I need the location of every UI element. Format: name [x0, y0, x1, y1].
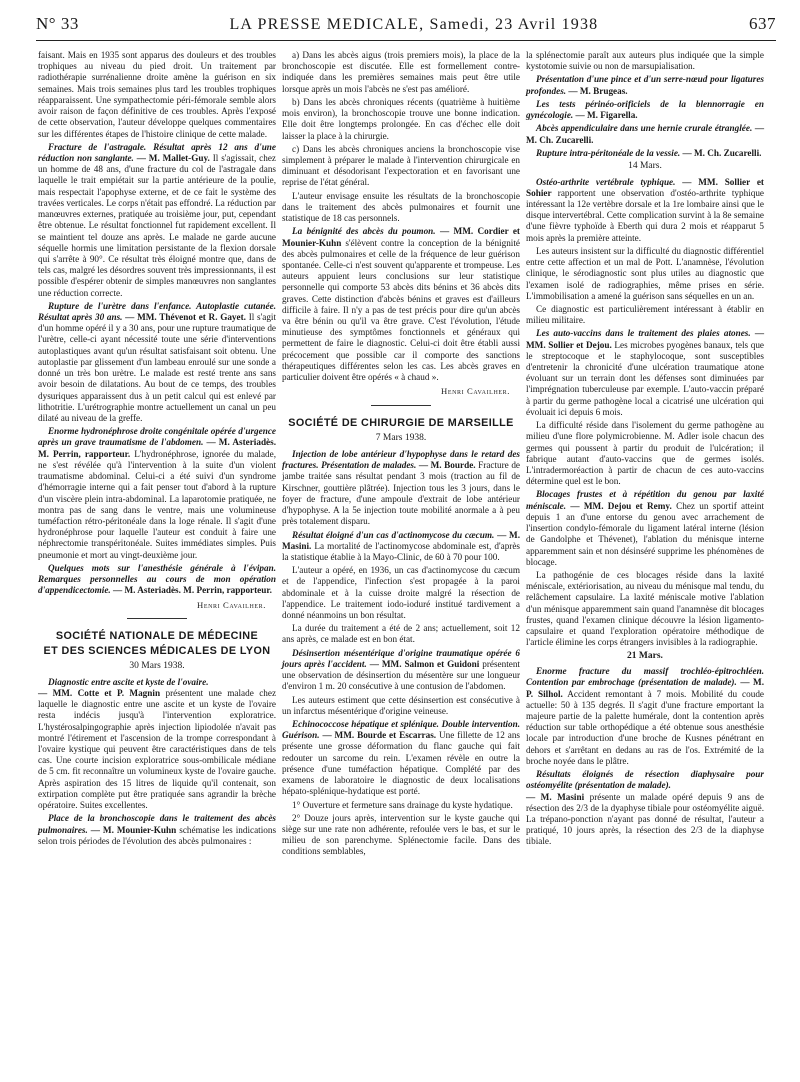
article-body: L'hydronéphrose, ignorée du malade, ne s'est révélée qu'à l'intervention à la suite d'un violent traumatisme abdominal. Celui-ci a été suivi d'un syndrome d'hémorragie interne qui a fait penser tout d'abord à la rupture d'un viscère plein intra-abdominal. La laparotomie pratiquée, ne montra pas de sang dans le ventre, mais une volumineuse tuméfaction rétro-péritonéale dans la loge rénale. Il s'agit d'une hydronéphrose pour laquelle l'auteur est conduit à faire une néphrectomie transpéritonéale. Suites immédiates simples. Puis pneumonie et mort au vingt-deuxième jour.	[38, 448, 276, 560]
article-title: Diagnostic entre ascite et kyste de l'ovaire.	[48, 676, 209, 687]
article-entry	[526, 666, 764, 767]
article-title: Quelques mots sur l'anesthésie générale à l'évipan. Remarques personnelles au cours de mon opération d'appendicectomie.	[38, 562, 276, 596]
article-title: Résultats éloignés de résection diaphysaire pour ostéomyélite (présentation de malade).	[526, 769, 764, 791]
article-author: — M. Brugeas.	[568, 85, 628, 96]
article-body: rapportent une observation d'ostéo-arthrite typhique intéressant la 12e vertèbre dorsale et la 1re lombaire ainsi que le disque intervertébral. Cette complication survint à la 8e semaine d'une fièvre typhoïde à Eberth qui dura 2 mois et réapparut 5 mois après la première atteinte.	[526, 187, 765, 243]
paragraph: a) Dans les abcès aigus (trois premiers mois), la place de la bronchoscopie est discutée. Elle est formellement contre-indiquée dans les premières semaines mais peut être utile lorsque après un mois l'abcès ne s'est pas amélioré.	[282, 50, 520, 94]
article-entry	[526, 74, 764, 96]
divider	[127, 618, 187, 619]
article-author: — M. Bourde.	[418, 460, 476, 471]
article-title: Résultat éloigné d'un cas d'actinomycose du cæcum.	[292, 529, 495, 540]
article-entry	[38, 563, 276, 597]
section-date: 21 Mars.	[627, 650, 663, 661]
paragraph: La pathogénie de ces blocages réside dans la laxité méniscale, extériorisation, au niveau du ménisque mal tendu, du relâchement capsulaire. La laxité méniscale motive l'ablation d'un ménisque apparemment sain quand l'anamnèse dit blocages frustes, quand l'examen clinique découvre la lésion ligamento-capsulaire et quand l'exploration opératoire méthodique de l'article élimine les corps étrangers invisibles à la radiographie.	[526, 569, 764, 648]
paragraph: 2° Douze jours après, intervention sur le kyste gauche qui siège sur une rate non adhérente, refoulée vers le bas, et sur le milieu de son parenchyme. Splénectomie facile. Dans des conditions semblables,	[282, 812, 520, 857]
article-author: — MM. Sollier et Dejou.	[526, 328, 765, 350]
article-body: s'élèvent contre la conception de la bénignité des abcès pulmonaires et celle de la fréquence de leur guérison spontanée. Celle-ci n'est souvent qu'apparente et trompeuse. Les auteurs appuient leurs conclusions sur leur statistique personnelle qui comporte 53 abcès dits bénins et 36 abcès dits graves. Cette distinction d'abcès bénins et graves est d'ailleurs difficile à faire. Il n'y a pas de test précis pour dire qu'un abcès va être bénin ou qu'il va être grave. C'est l'évolution, l'étude minutieuse des symptômes fonctionnels et généraux qui permettent de faire le diagnostic. Celui-ci doit être établi aussi précocement que possible car il comporte des sanctions thérapeutiques différentes selon les cas. Les abcès graves en particulier doivent être opérés « à chaud ».	[282, 237, 520, 383]
paragraph: L'auteur envisage ensuite les résultats de la bronchoscopie dans le traitement des abcès pulmonaires et fournit une statistique de 18 cas personnels.	[282, 190, 520, 224]
article-body: Les microbes pyogènes banaux, tels que le streptocoque et le staphylocoque, sont susceptibles d'entretenir la chronicité d'une ulcération traumatique atone évoluant sur un terrain dont les défenses sont diminuées par l'imprégnation tuberculeuse par exemple. L'auto-vaccin préparé à partir du germe pathogène local a cicatrisé une ulcération qui évoluait ici depuis 6 mois.	[526, 339, 764, 417]
article-title: Blocages frustes et à répétition du genou par laxité méniscale.	[526, 489, 764, 511]
article-body: schématise les indications selon trois périodes de l'évolution des abcès pulmonaires :	[38, 824, 277, 846]
section-date: 7 Mars 1938.	[375, 433, 427, 444]
article-entry	[526, 99, 764, 121]
article-body: présente un malade opéré depuis 9 ans de résection des 2/3 de la dyaphyse tibiale pour ostéomyélite aiguë. La trépano-ponction n'ayant pas donné de résultat, l'auteur a pratiqué, 10 jours après, la résection des 2/3 de la diaphyse tibiale.	[526, 791, 765, 847]
article-author: — M. P. Silhol.	[526, 677, 765, 699]
paragraph: Les auteurs insistent sur la difficulté du diagnostic différentiel entre cette affection et un mal de Pott. L'anamnèse, l'évolution clinique, le sérodiagnostic sont plus utiles au diagnostic que l'examen isolé de radiographies, même prises en série. L'immobilisation a amené la guérison sans séquelles en un an.	[526, 245, 764, 301]
section-title-line-1: SOCIÉTÉ NATIONALE DE MÉDECINE	[55, 629, 259, 642]
divider	[371, 405, 431, 406]
article-entry	[282, 449, 520, 528]
article-entry	[38, 813, 276, 847]
article-author: — M. Asteriadès. M. Perrin, rapporteur.	[113, 585, 272, 596]
article-body: présentent une observation de désinsertion du mésentère sur une longueur d'environ 1 m. 20 consécutive à une contusion de l'abdomen.	[282, 658, 520, 692]
article-entry	[282, 530, 520, 564]
paragraph: faisant. Mais en 1935 sont apparus des douleurs et des troubles trophiques au niveau du pied droit. Un traitement par radiothérapie surrénalienne droite amène la guérison en six semaines. Mais trois semaines plus tard les troubles trophiques réapparaissent. Une sympathectomie péri-fémorale semble alors avoir raison de façon définitive de ces troubles. Après l'exposé de cette observation, l'auteur développe quelques commentaires sur les différentes étapes de l'histoire clinique de cette malade.	[38, 50, 276, 139]
article-author: — M. Asteriadès. M. Perrin, rapporteur.	[38, 437, 277, 459]
article-title: Echinococcose hépatique et splénique. Double intervention. Guérison.	[282, 719, 520, 741]
article-author: — MM. Sollier et Sohier	[526, 176, 764, 198]
article-author: — MM. Salmon et Guidoni	[369, 658, 480, 669]
article-title: Désinsertion mésentérique d'origine traumatique opérée 6 jours après l'accident.	[282, 647, 520, 669]
article-title: Place de la bronchoscopie dans le traitement des abcès pulmonaires.	[38, 813, 276, 835]
journal-title: LA PRESSE MEDICALE, Samedi, 23 Avril 1938	[229, 16, 599, 33]
article-body: Il s'agit d'un homme opéré il y a 30 ans, pour une rupture traumatique de l'urètre, celle-ci ayant nécessité toute une série d'interventions autoplastiques avant qu'un résultat satisfaisant soit obtenu. Une autoplastie par glissement d'un lambeau enroulé sur une sonde a donné un très bon urètre. Le malade est resté trente ans sans avoir besoin de dilatations. Au bout de ce temps, des troubles dysuriques apparaissent dus à un petit calcul qui est enlevé par lithotritie. L'urétrographie montre actuellement un canal un peu dilaté au niveau de la greffe.	[38, 312, 277, 423]
article-entry	[38, 142, 276, 299]
paragraph: c) Dans les abcès chroniques anciens la bronchoscopie vise simplement à préparer le malade à l'intervention chirurgicale en diminuant et désodorisant l'expectoration et en favorisant une reprise de l'état général.	[282, 143, 520, 188]
article-title: Les tests périnéo-orificiels de la blennorragie en gynécologie.	[526, 98, 764, 121]
paragraph: la splénectomie paraît aux auteurs plus indiquée que la simple kystotomie suivie ou non de marsupialisation.	[526, 50, 764, 72]
article-title: Rupture de l'urètre dans l'enfance. Autoplastie cutanée. Résultat après 30 ans.	[38, 300, 276, 323]
article-entry	[38, 677, 276, 812]
article-entry	[526, 148, 764, 159]
article-body: Accident remontant à 7 mois. Mobilité du coude actuelle: 50 à 135 degrés. Il s'agit d'une fracture emportant la majeure partie de la palette humérale, dont la contention après réduction sur table orthopédique a été obtenue sous anesthésie locale par introduction d'une broche de Kusnes pénétrant en dehors et s'arrêtant en dedans au ras de l'os. Extrémité de la broche noyée dans le plâtre.	[526, 688, 764, 766]
column-3	[526, 50, 764, 850]
article-entry	[526, 769, 764, 848]
article-title: Présentation d'une pince et d'un serre-nœud pour ligatures profondes.	[526, 74, 764, 96]
article-entry	[282, 648, 520, 693]
article-author: — M. Masini.	[282, 529, 521, 551]
issue-number: N° 33	[36, 14, 79, 33]
column-1	[38, 50, 276, 849]
paragraph: b) Dans les abcès chroniques récents (quatrième à huitième mois environ), la bronchoscopie trouve une bonne indication. Elle doit être longtemps prolongée. En cas d'échec elle doit laisser la place à la chirurgie.	[282, 96, 520, 141]
article-author: — MM. Cordier et Mounier-Kuhn	[282, 226, 520, 248]
section-date: 30 Mars 1938.	[129, 661, 185, 672]
paragraph: L'auteur a opéré, en 1936, un cas d'actinomycose du cæcum et de l'appendice, l'infection s'est propagée à la paroi abdominale et à la cuisse droite malgré la résection de l'appendice. Le traitement iodo-ioduré institué tardivement a donné néanmoins un bon résultat.	[282, 565, 520, 621]
article-author: — M. Mallet-Guy.	[136, 152, 210, 163]
article-title: Ostéo-arthrite vertébrale typhique.	[536, 176, 676, 187]
section-title: SOCIÉTÉ DE CHIRURGIE DE MARSEILLE	[288, 416, 514, 429]
article-entry	[526, 328, 764, 418]
article-author: — M. Mounier-Kuhn	[90, 824, 177, 835]
article-author: — M. Ch. Zucarelli.	[526, 123, 765, 145]
article-body: Chez un sportif atteint depuis 1 an d'une entorse du genou avec arrachement de l'insertion condylo-fémorale du ligament latéral interne (lésion de Gandolphe et Thévenet), l'ablation du ménisque interne apparemment sain et non désinséré supprime les phénomènes de blocage.	[526, 500, 765, 567]
signature: Henri Cavailher.	[441, 386, 510, 397]
article-author: — M. Ch. Zucarelli.	[682, 147, 762, 158]
article-entry	[282, 226, 520, 383]
article-entry	[38, 426, 276, 561]
page-number: 637	[749, 14, 776, 33]
page-header	[36, 14, 776, 41]
article-author: — MM. Bourde et Escarras.	[322, 730, 437, 741]
article-author: — M. Figarella.	[575, 110, 638, 121]
paragraph: La durée du traitement a été de 2 ans; actuellement, soit 12 ans après, ce malade est en bon état.	[282, 623, 520, 645]
signature: Henri Cavailher.	[197, 599, 266, 610]
article-entry	[38, 301, 276, 424]
article-entry	[526, 177, 764, 244]
paragraph: La difficulté réside dans l'isolement du germe pathogène au milieu d'une flore polymicrobienne. M. Adler isole chacun des germes qui poussent à partir du produit de l'ulcération; il fabrique autant d'auto-vaccins que de germes isolés. L'intradermoréaction à partir de chacun de ces auto-vaccins détermine quel est le bon.	[526, 420, 764, 487]
article-title: Rupture intra-péritonéale de la vessie.	[536, 147, 681, 158]
article-title: Fracture de l'astragale. Résultat après 12 ans d'une réduction non sanglante.	[38, 141, 276, 163]
article-author: — MM. Cotte et P. Magnin	[38, 687, 161, 698]
article-body: présentent une malade chez laquelle le diagnostic entre une ascite et un kyste de l'ovaire resta indécis jusqu'à l'intervention exploratrice. L'hystérosalpingographie après injection lipiodolée n'avait pas montré l'étirement et l'ascension de la trompe correspondant à l'ovaire kystique qui peuvent être caractéristiques dans de tels cas. Une courte incision exploratrice sous-ombilicale médiane de 5 cm. fit reconnaître un volumineux kyste de l'ovaire gauche. Après aspiration des 15 litres de liquide qu'il contenait, son extirpation complète put être pratiquée sans agrandir la brèche opératoire. Suites excellentes.	[38, 687, 277, 811]
paragraph: Les auteurs estiment que cette désinsertion est consécutive à un infarctus mésentérique d'origine veineuse.	[282, 694, 520, 716]
article-body: Une fillette de 12 ans présente une grosse déformation du flanc gauche qui fait redouter un sarcome du rein. L'examen révèle en outre la présence d'une tuméfaction hépatique. Complété par des examens de laboratoire le diagnostic de deux localisations hépato-splénique-hydatique est porté.	[282, 730, 521, 797]
paragraph: Ce diagnostic est particulièrement intéressant à établir en milieu militaire.	[526, 303, 764, 326]
article-body: La mortalité de l'actinomycose abdominale est, d'après la statistique établie à la Mayo-Clinic, de 60 à 70 pour 100.	[282, 540, 521, 562]
article-title: Enorme hydronéphrose droite congénitale opérée d'urgence après un grave traumatisme de l'abdomen.	[38, 426, 276, 448]
article-title: Injection de lobe antérieur d'hypophyse dans le retard des fractures. Présentation de malades.	[282, 448, 520, 471]
column-2	[282, 50, 520, 860]
section-title	[38, 629, 276, 658]
article-title: Abcès appendiculaire dans une hernie crurale étranglée.	[536, 123, 753, 134]
article-body: Fracture de jambe traitée sans résultat pendant 3 mois (traction au fil de Kirschner, gouttière plâtrée). Injection tous les 3 jours, dans le foyer de fracture, d'une ampoule d'extrait de lobe antérieur d'hypophyse. A la 5e injection toute mobilité anormale a à peu près totalement disparu.	[282, 460, 521, 527]
article-author: — MM. Dejou et Remy.	[570, 500, 672, 511]
article-entry	[526, 489, 764, 568]
article-title: Enorme fracture du massif trochléo-épitrochléen. Contention par embrochage (présentation de malade).	[526, 666, 764, 688]
article-entry	[526, 123, 764, 145]
article-author: — M. Masini	[526, 791, 585, 802]
article-author: — MM. Thévenot et R. Gayet.	[125, 312, 246, 323]
article-title: La bénignité des abcès du poumon.	[292, 226, 436, 237]
section-title-line-2: ET DES SCIENCES MÉDICALES DE LYON	[43, 644, 271, 657]
section-date: 14 Mars.	[628, 160, 662, 171]
article-entry	[282, 719, 520, 798]
article-title: Les auto-vaccins dans le traitement des plaies atones.	[536, 328, 751, 339]
article-body: Il s'agissait, chez un homme de 48 ans, d'une fracture du col de l'astragale dans laquelle le trait empiétait sur la partie antérieure de la poulie, mais respectait l'apophyse externe, et de ce fait le système des travées verticales. Le corps n'était pas effondré. La réduction par manœuvres externes, pratiquée au troisième jour, put, cependant être obtenue. Le résultat fonctionnel fut rapidement excellent. Il se maintient tel douze ans après. Le malade ne garde aucune séquelle hormis une limitation persistante de la flexion dorsale qui s'arrête à 90°. Ce résultat très éloigné montre que, dans de tels cas, malgré les désordres souvent très impressionnants, il est possible d'espérer obtenir de simples manœuvres non sanglantes une réduction correcte.	[38, 152, 276, 298]
paragraph: 1° Ouverture et fermeture sans drainage du kyste hydatique.	[292, 799, 513, 810]
